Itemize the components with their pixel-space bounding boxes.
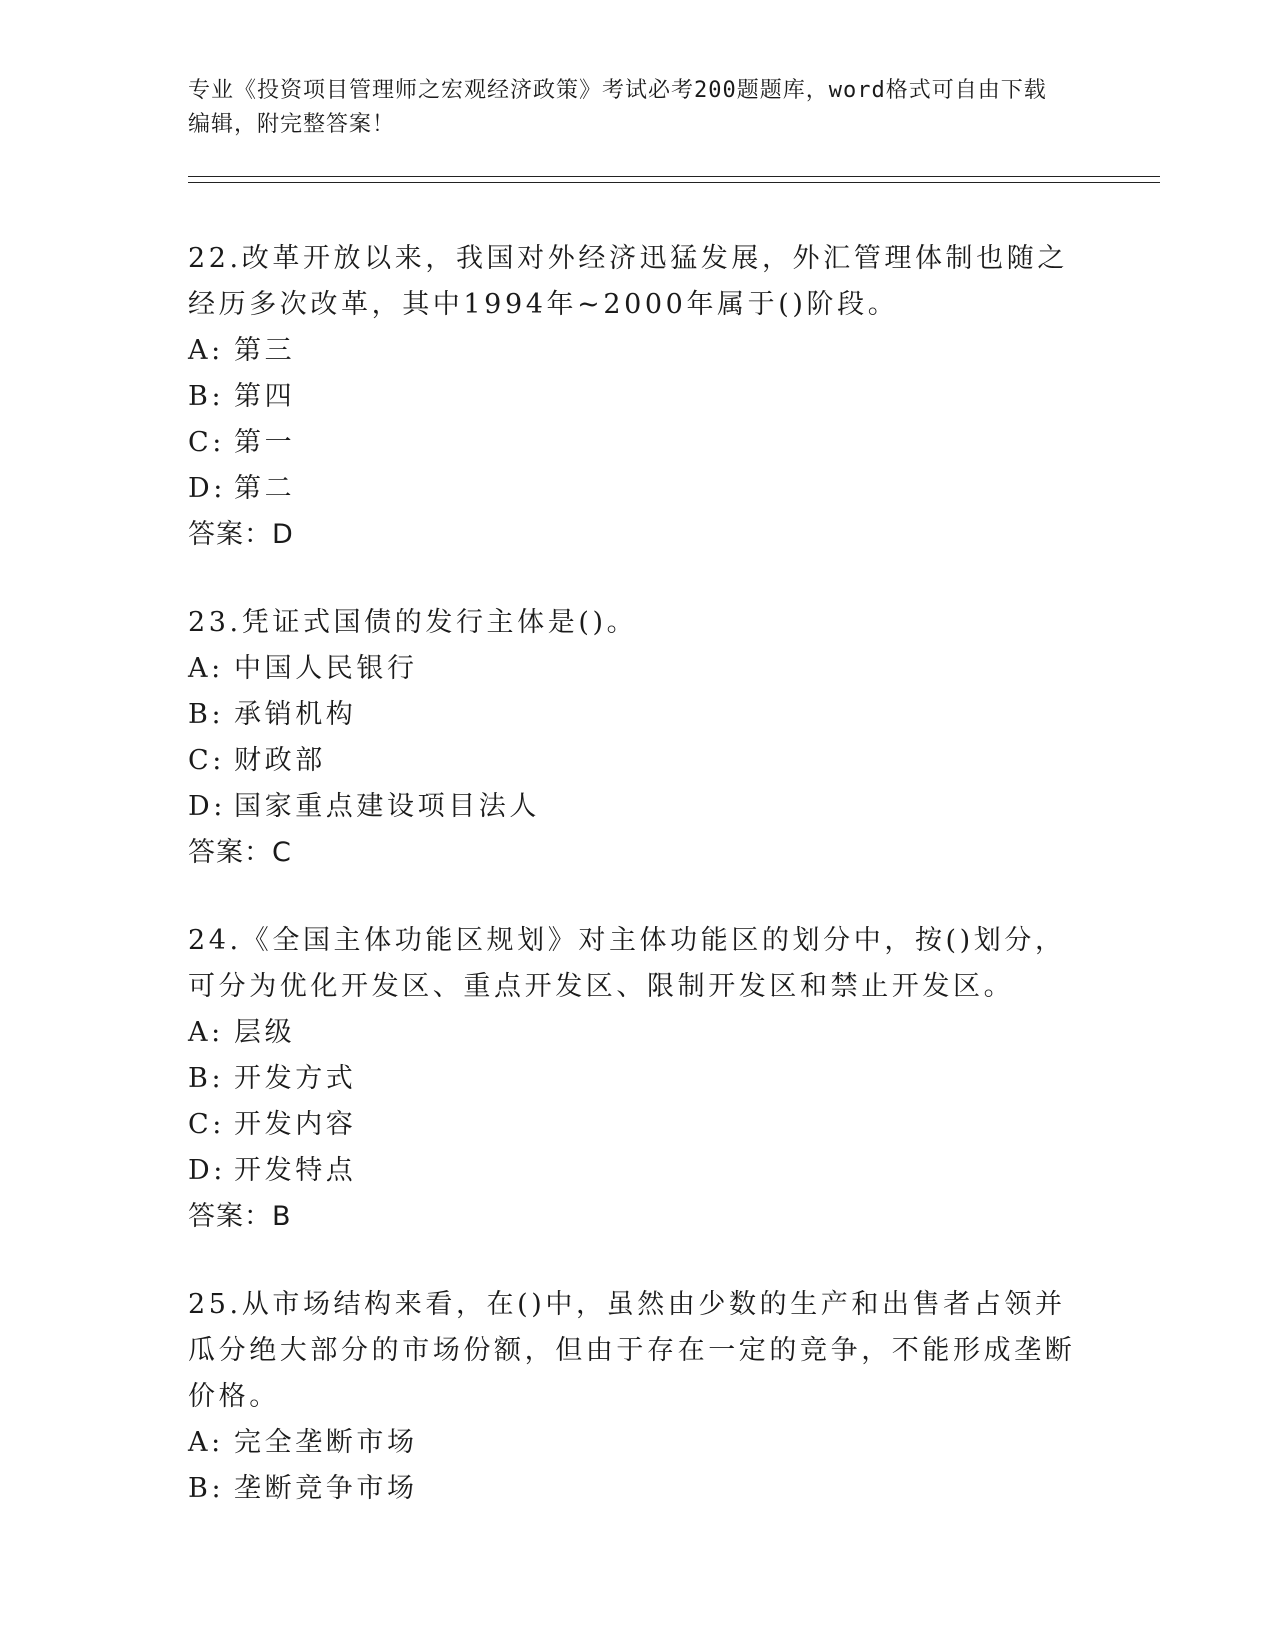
option-text: 垄断竞争市场	[234, 1473, 418, 1504]
question-24	[188, 918, 1088, 1240]
document-header: 专业《投资项目管理师之宏观经济政策》考试必考200题题库，word格式可自由下载编辑，附完整答案！	[188, 78, 1047, 137]
option-c	[188, 738, 1088, 784]
option-text: 第二	[234, 473, 296, 504]
question-list	[188, 236, 1088, 1554]
option-a	[188, 328, 1088, 374]
option-letter: D:	[188, 791, 226, 822]
option-letter: A:	[188, 653, 224, 684]
option-text: 完全垄断市场	[234, 1427, 418, 1458]
option-letter: C:	[188, 1109, 225, 1140]
option-letter: B:	[188, 1063, 225, 1094]
header-rule-bottom	[188, 182, 1160, 183]
option-d	[188, 784, 1088, 830]
question-22	[188, 236, 1088, 558]
option-b	[188, 1056, 1088, 1102]
option-b	[188, 374, 1088, 420]
option-text: 开发内容	[234, 1109, 357, 1140]
option-a	[188, 646, 1088, 692]
option-text: 开发特点	[234, 1155, 357, 1186]
option-letter: D:	[188, 473, 226, 504]
option-c	[188, 420, 1088, 466]
option-letter: B:	[188, 381, 225, 412]
question-stem: 23.凭证式国债的发行主体是()。	[188, 607, 638, 638]
option-c	[188, 1102, 1088, 1148]
option-d	[188, 1148, 1088, 1194]
option-text: 层级	[234, 1017, 296, 1048]
option-text: 第一	[234, 427, 296, 458]
option-a	[188, 1420, 1088, 1466]
option-letter: A:	[188, 1017, 224, 1048]
question-25	[188, 1282, 1088, 1512]
option-text: 财政部	[234, 745, 326, 776]
option-b	[188, 1466, 1088, 1512]
option-text: 国家重点建设项目法人	[234, 791, 540, 822]
option-text: 第四	[234, 381, 296, 412]
option-letter: D:	[188, 1155, 226, 1186]
answer-line: 答案：B	[188, 1201, 292, 1232]
answer-line: 答案：D	[188, 519, 294, 550]
option-letter: B:	[188, 699, 225, 730]
option-letter: A:	[188, 335, 224, 366]
option-b	[188, 692, 1088, 738]
question-stem: 22.改革开放以来，我国对外经济迅猛发展，外汇管理体制也随之经历多次改革，其中1994年~2000年属于()阶段。	[188, 243, 1068, 320]
option-letter: C:	[188, 427, 225, 458]
option-d	[188, 466, 1088, 512]
option-text: 开发方式	[234, 1063, 357, 1094]
question-23	[188, 600, 1088, 876]
answer-line: 答案：C	[188, 837, 292, 868]
option-text: 中国人民银行	[234, 653, 418, 684]
option-letter: C:	[188, 745, 225, 776]
option-a	[188, 1010, 1088, 1056]
option-text: 承销机构	[234, 699, 357, 730]
option-letter: B:	[188, 1473, 225, 1504]
option-letter: A:	[188, 1427, 224, 1458]
header-rule-top	[188, 176, 1160, 177]
question-stem: 25.从市场结构来看，在()中，虽然由少数的生产和出售者占领并瓜分绝大部分的市场份额，但由于存在一定的竞争，不能形成垄断价格。	[188, 1289, 1076, 1412]
option-text: 第三	[234, 335, 296, 366]
question-stem: 24.《全国主体功能区规划》对主体功能区的划分中，按()划分，可分为优化开发区、重点开发区、限制开发区和禁止开发区。	[188, 925, 1066, 1002]
